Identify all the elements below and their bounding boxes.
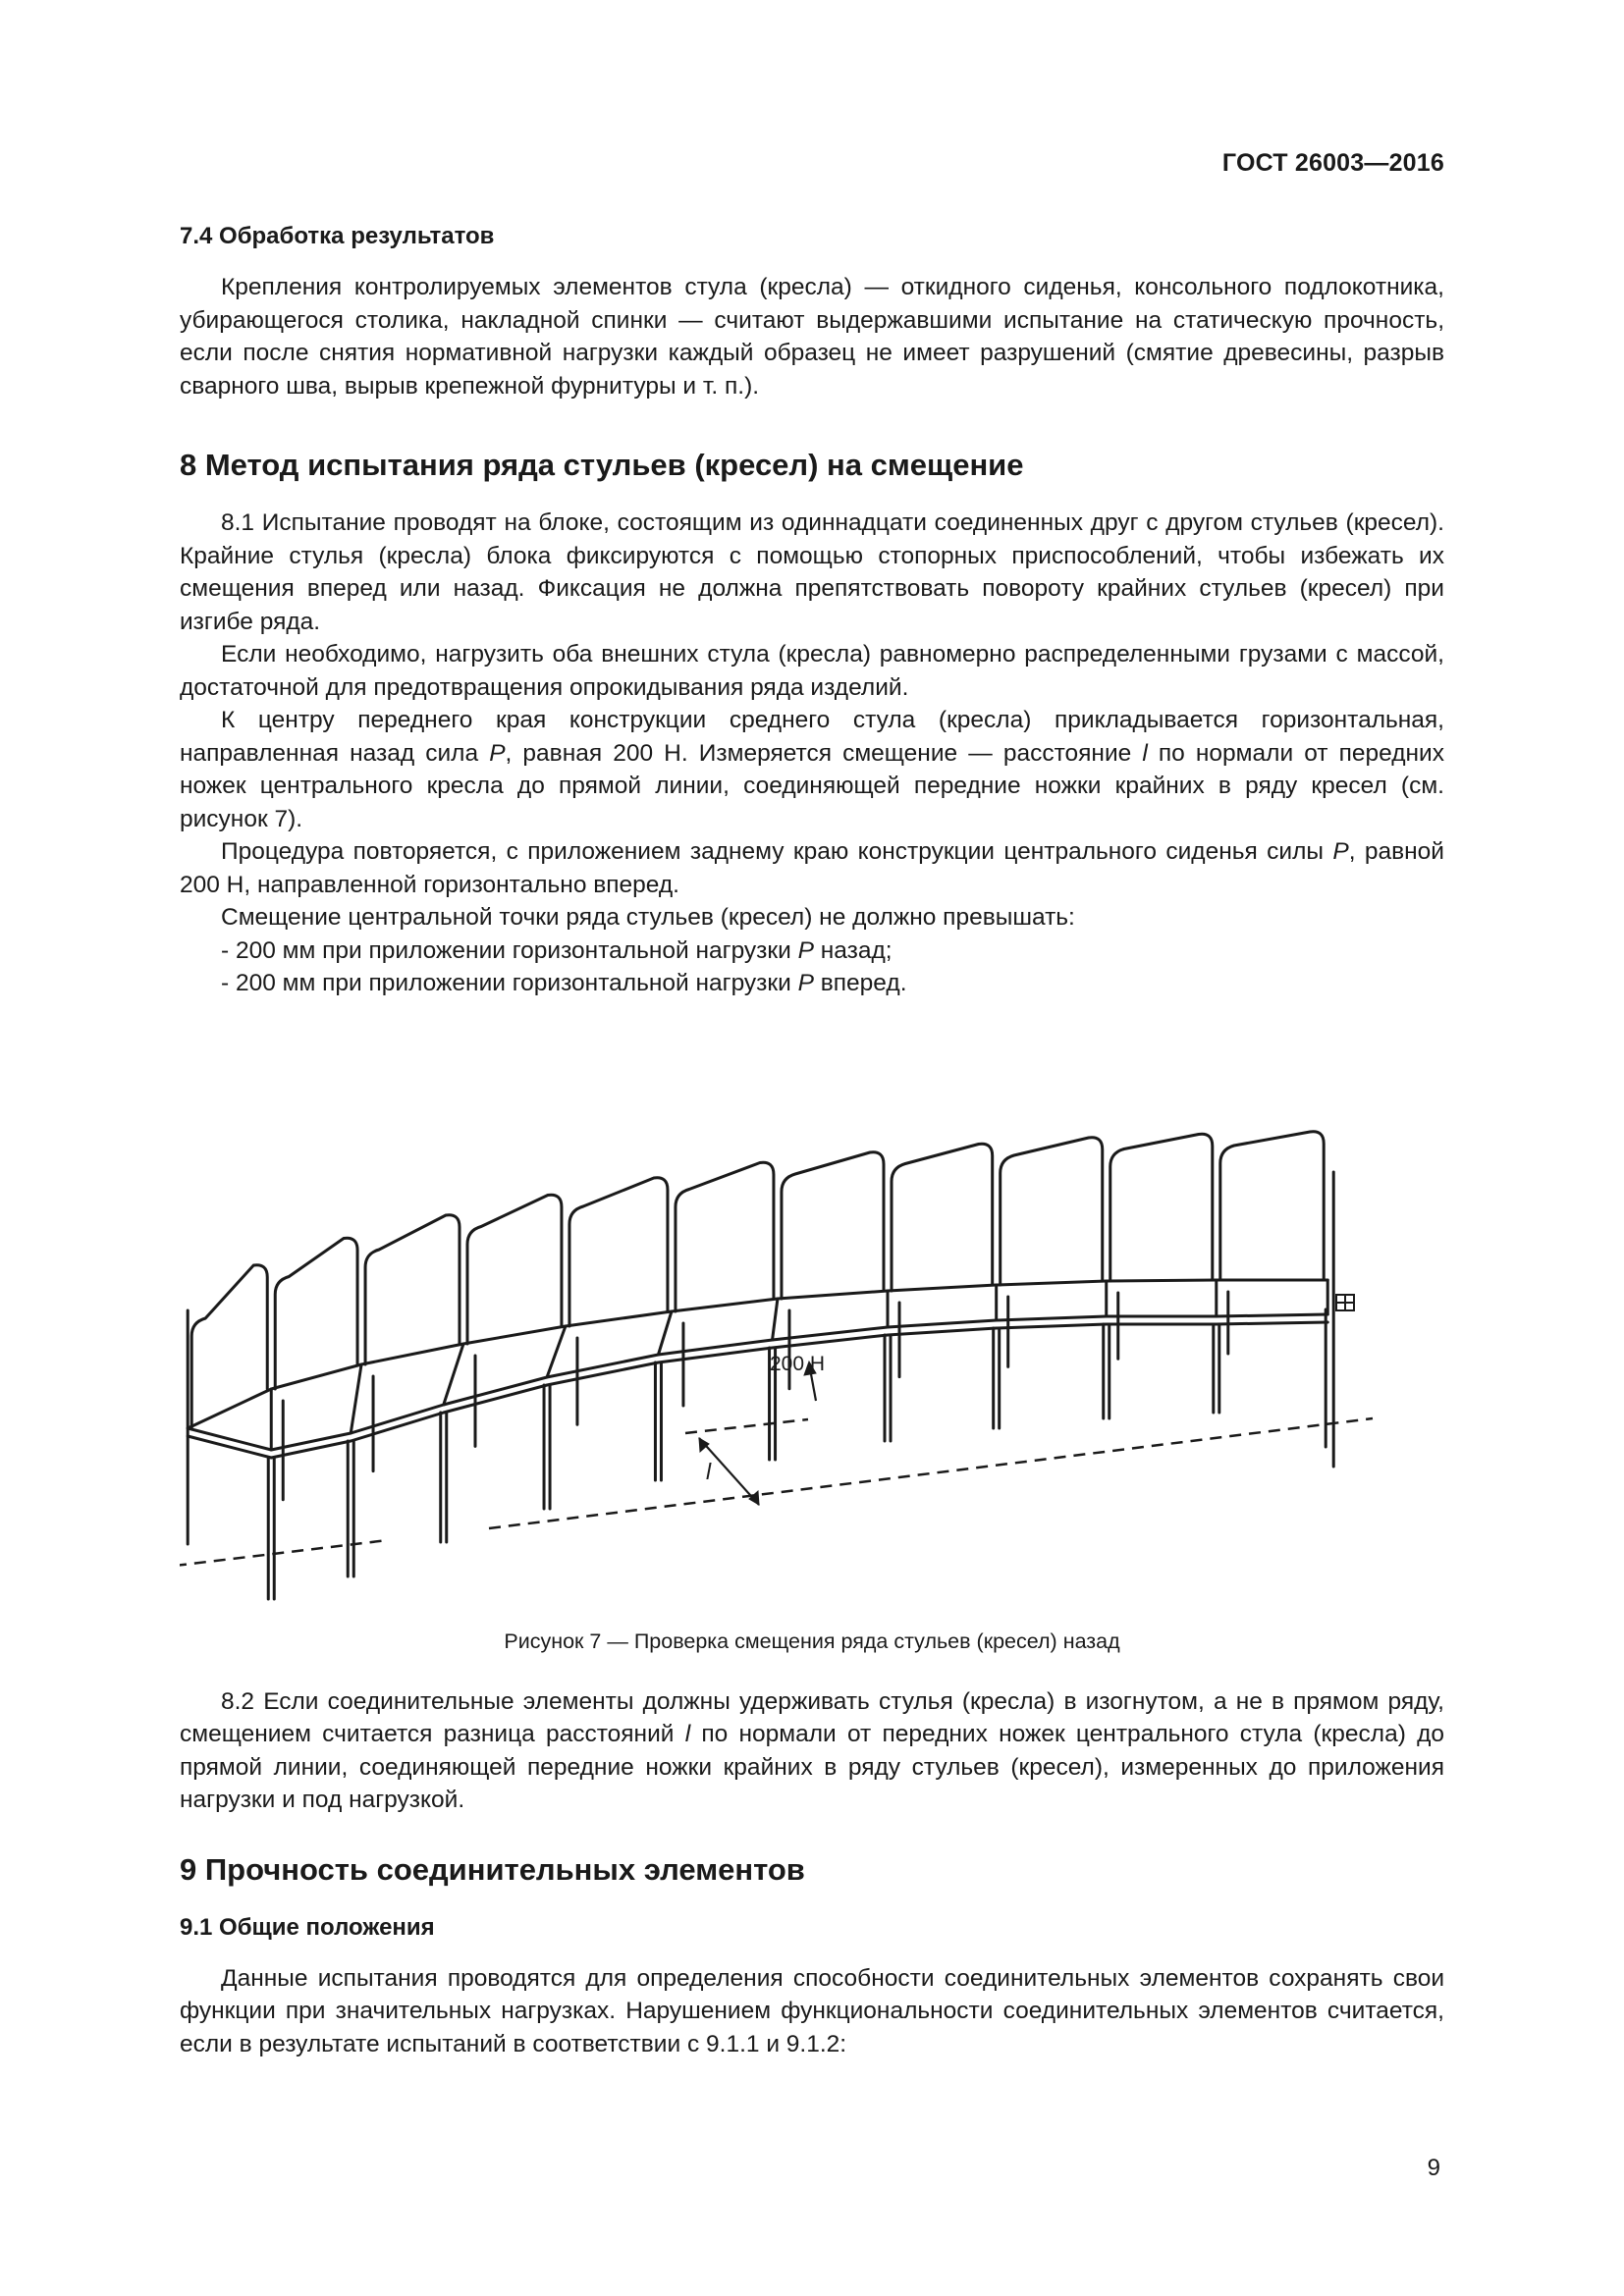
figure-caption: Рисунок 7 — Проверка смещения ряда стульев (кресел) назад xyxy=(504,1629,1120,1653)
section-9-title: 9 Прочность соединительных элементов xyxy=(180,1851,805,1887)
seat-divider xyxy=(547,1326,566,1377)
seat-divider xyxy=(351,1364,361,1433)
page-content xyxy=(180,220,1444,2060)
force-label: 200 Н xyxy=(770,1352,826,1375)
page-number: 9 xyxy=(1427,2155,1440,2181)
chair-backrest xyxy=(676,1162,774,1311)
chair-backrest xyxy=(191,1264,267,1427)
chair-backrest xyxy=(275,1238,357,1389)
reference-line-bottom xyxy=(489,1418,1373,1528)
chair-backrest xyxy=(782,1151,884,1298)
chair-backrest xyxy=(467,1195,562,1344)
chair-row-diagram xyxy=(180,1028,1444,1613)
section-8-load-paragraph: Если необходимо, нагрузить оба внешних стула (кресла) равномерно распределенными грузами с массой, достаточной для предотвращения опрокидывания ряда изделий. xyxy=(180,641,1444,701)
figure-7 xyxy=(180,1028,1444,1613)
reference-line-bottom xyxy=(180,1540,388,1566)
stopper-right-icon xyxy=(1336,1295,1354,1310)
section-9-1-text: Данные испытания проводятся для определения способности соединительных элементов сохранять свои функции при значительных нагрузках. Нарушением функциональности соединительных элементов считается, если в результате испытаний в соответствии с 9.1.1 и 9.1.2: xyxy=(180,1964,1444,2057)
distance-arrow-head xyxy=(749,1491,759,1505)
reference-line-centre xyxy=(685,1419,808,1433)
section-8-title: 8 Метод испытания ряда стульев (кресел) на смещение xyxy=(180,448,1024,482)
section-7-4-text: Крепления контролируемых элементов стула (кресла) — откидного сиденья, консольного подлокотника, убирающегося столика, накладной спинки — считают выдержавшими испытание на статическую прочность, если после снятия нормативной нагрузки каждый образец не имеет разрушений (смятие древесины, разрыв сварного шва, вырыв крепежной фурнитуры и т. п.). xyxy=(180,274,1444,400)
distance-label: l xyxy=(706,1458,712,1484)
section-8-repeat-paragraph: Процедура повторяется, с приложением заднему краю конструкции центрального сиденья силы P, равной 200 Н, направленной горизонтально вперед. xyxy=(180,838,1444,898)
list-item: - 200 мм при приложении горизонтальной нагрузки P назад; xyxy=(221,936,893,964)
section-8-force-paragraph: К центру переднего края конструкции среднего стула (кресла) прикладывается горизонтальная, направленная назад сила P, равная 200 Н. Измеряется смещение — расстояние l по нормали от передних ножек центрального кресла до прямой линии, соединяющей передние ножки крайних в ряду кресел (см. рисунок 7). xyxy=(180,707,1444,832)
chair-backrest xyxy=(569,1177,668,1325)
chair-backrest xyxy=(365,1214,460,1363)
section-8-1-paragraph: 8.1 Испытание проводят на блоке, состоящим из одиннадцати соединенных друг с другом стульев (кресел). Крайние стулья (кресла) блока фиксируются с помощью стопорных приспособлений, чтобы избежать их смещения вперед или назад. Фиксация не должна препятствовать повороту крайних стульев (кресел) при изгибе ряда. xyxy=(180,509,1444,635)
chair-backrest xyxy=(1001,1137,1103,1284)
chair-backrest xyxy=(892,1144,993,1291)
section-8-limit-paragraph: Смещение центральной точки ряда стульев (кресел) не должно превышать: xyxy=(221,904,1075,931)
seat-divider xyxy=(773,1299,778,1340)
seat-divider xyxy=(444,1344,463,1405)
seat-divider xyxy=(658,1311,672,1355)
chair-backrest xyxy=(1220,1131,1324,1279)
chair-backrest xyxy=(1110,1134,1213,1281)
list-item: - 200 мм при приложении горизонтальной нагрузки P вперед. xyxy=(221,970,907,996)
section-8-2-paragraph: 8.2 Если соединительные элементы должны удерживать стулья (кресла) в изогнутом, а не в прямом ряду, смещением считается разница расстояний l по нормали от передних ножек центрального стула (кресла) до прямой линии, соединяющей передние ножки крайних в ряду стульев (кресел), измеренных до приложения нагрузки и под нагрузкой. xyxy=(180,1687,1444,1813)
section-7-4-title: 7.4 Обработка результатов xyxy=(180,223,495,249)
standard-header: ГОСТ 26003—2016 xyxy=(1221,149,1444,177)
distance-arrow-head xyxy=(699,1438,709,1452)
section-9-1-title: 9.1 Общие положения xyxy=(180,1913,435,1941)
